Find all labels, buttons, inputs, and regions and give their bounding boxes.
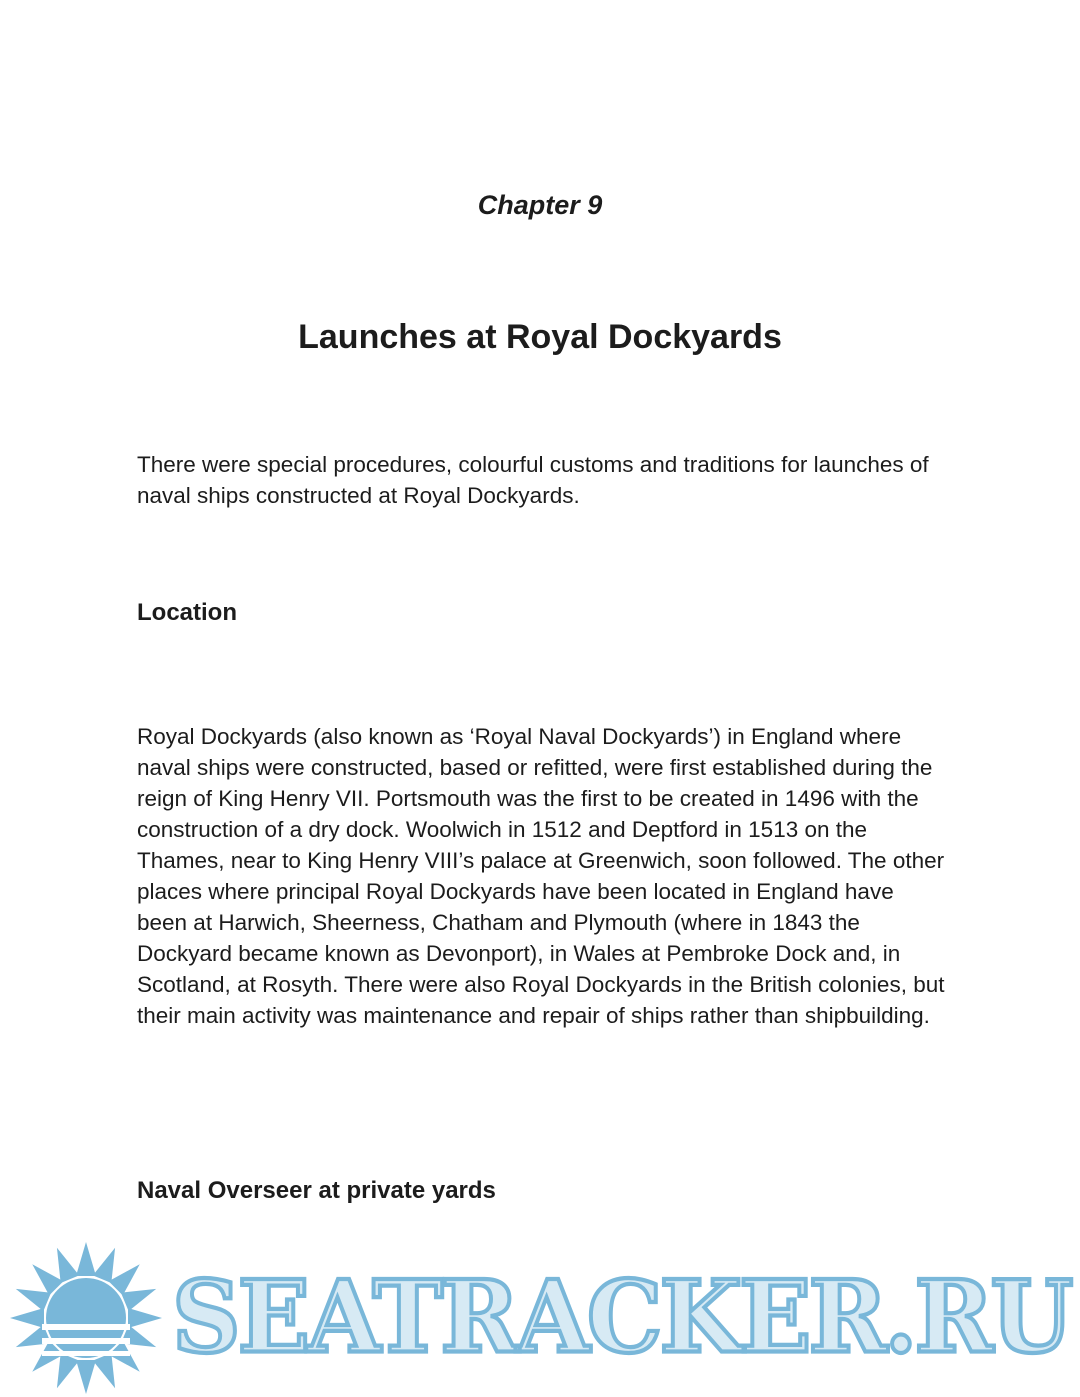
chapter-label: Chapter 9 (477, 190, 603, 220)
watermark-text: SEATRACKER.RU (172, 1259, 1071, 1376)
page-title: Launches at Royal Dockyards (298, 318, 782, 356)
section-heading-location: Location (137, 599, 237, 626)
watermark (0, 1238, 1080, 1397)
intro-paragraph: There were special procedures, colourful customs and traditions for launches of naval ships constructed at Royal Dockyards. (137, 452, 929, 508)
location-paragraph: Royal Dockyards (also known as ‘Royal Naval Dockyards’) in England where naval ships were constructed, based or refitted, were first established during the reign of King Henry VII. Portsmouth was the first to be created in 1496 with the construction of a dry dock. Woolwich in 1512 and Deptford in 1513 on the Thames, near to King Henry VIII’s palace at Greenwich, soon followed. The other places where principal Royal Dockyards have been located in England have been at Harwich, Sheerness, Chatham and Plymouth (where in 1843 the Dockyard became known as Devonport), in Wales at Pembroke Dock and, in Scotland, at Rosyth. There were also Royal Dockyards in the British colonies, but their main activity was maintenance and repair of ships rather than shipbuilding. (137, 724, 945, 1028)
sun-logo-icon (0, 1238, 172, 1397)
section-heading-naval-overseer: Naval Overseer at private yards (137, 1177, 496, 1204)
